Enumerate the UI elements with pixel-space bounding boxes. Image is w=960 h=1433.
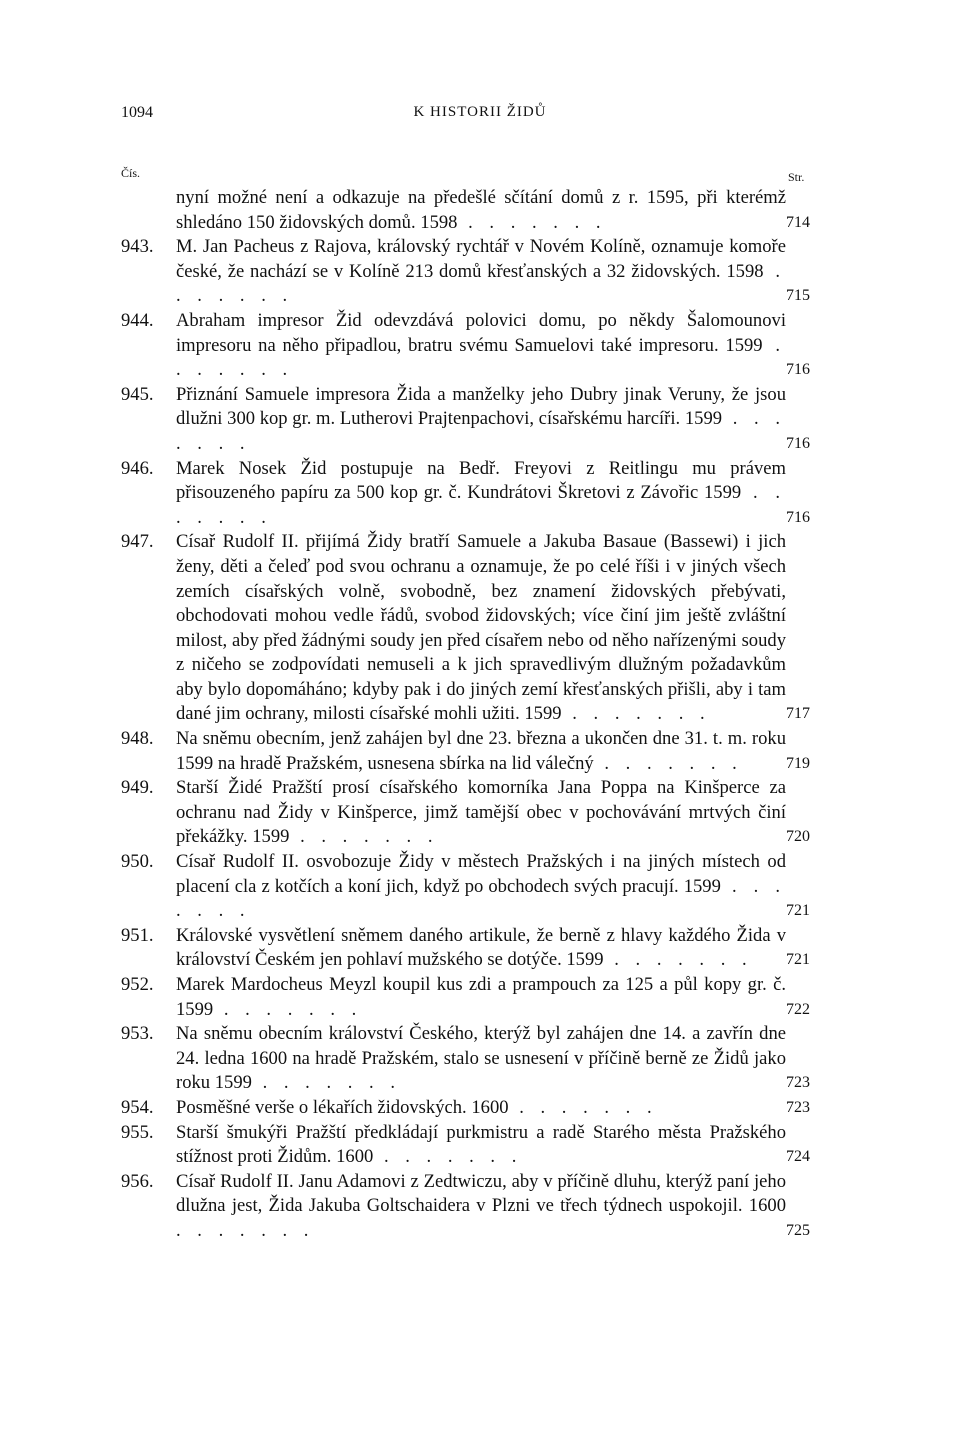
toc-entry — [121, 309, 810, 383]
entry-text: Císař Rudolf II. přijímá Židy bratří Samuele a Jakuba Basaue (Bassewi) i jich ženy, děti a čeleď pod svou ochranu a oznamuje, že po celé říši i v jiných všech zemích císařských volně, svobodně, bez znamení židovských přebývati, obchodovati mohou vedle řádů, svobod židovských; více činí jim ještě zvláštní milost, aby před žádnými soudy jen před císařem nebo od něho nařízenými soudy z ničeho se zodpovídati nemuseli a k jich spravedlivým dlužným požadavkům aby bylo dopomáháno; kdyby pak i do jiných zemí křesťanských přišli, aby i tam dané jim ochrany, milosti císařské mohli užiti. 1599 — [176, 531, 786, 725]
entry-text-block — [176, 457, 786, 531]
toc-entry — [121, 850, 810, 924]
entry-text: Starší šmukýři Pražští předkládají purkmistru a radě Starého města Pražského stížnost proti Židům. 1600 — [176, 1121, 786, 1168]
entry-page-number: 723 — [786, 1074, 810, 1092]
running-title: K HISTORII ŽIDŮ — [413, 104, 547, 120]
toc-entry — [121, 1022, 810, 1096]
entry-text-block — [176, 530, 786, 727]
toc-entry — [121, 235, 810, 309]
entry-number: 950. — [121, 851, 154, 873]
leader-dots: . . . . . . . — [176, 260, 787, 307]
entry-page-number: 714 — [786, 213, 810, 231]
entry-number: 946. — [121, 457, 154, 479]
entry-page-number: 722 — [786, 1000, 810, 1018]
entry-text: Císař Rudolf II. Janu Adamovi z Zedtwiczu, aby v příčině dluhu, kterýž paní jeho dlužna jest, Žida Jakuba Goltschaidera v Plzni ve třech týdnech uspokojil. 1600 — [176, 1170, 786, 1217]
toc-entry — [121, 457, 810, 531]
entry-text-block — [176, 776, 786, 850]
entry-page-number: 717 — [786, 705, 810, 723]
entry-text-block — [176, 309, 786, 383]
entry-text-block — [176, 383, 786, 457]
entry-page-number: 721 — [786, 902, 810, 920]
toc-entry — [121, 973, 810, 1022]
entry-page-number: 716 — [786, 508, 810, 526]
entry-page-number: 724 — [786, 1148, 810, 1166]
entry-page-number: 716 — [786, 434, 810, 452]
entry-number: 956. — [121, 1170, 154, 1192]
entry-number: 948. — [121, 728, 154, 750]
toc-entry — [121, 1170, 810, 1244]
leader-dots: . . . . . . . — [508, 1096, 658, 1118]
leader-dots: . . . . . . . — [373, 1146, 523, 1168]
entry-text: nyní možné není a odkazuje na předešlé sčítání domů z r. 1595, při kterémž shledáno 150 židovských domů. 1598 — [176, 187, 786, 233]
toc-entry — [121, 1121, 810, 1170]
leader-dots: . . . . . . . — [593, 752, 743, 774]
entry-number: 947. — [121, 531, 154, 553]
entry-page-number: 725 — [786, 1221, 810, 1239]
entry-number: 953. — [121, 1023, 154, 1045]
entry-text: Starší Židé Pražští prosí císařského komorníka Jana Poppa na Kinšperce za ochranu nad Židy v Kinšperce, jimž tamější obec v pochovávání mrtvých činí překážky. 1599 — [176, 777, 786, 848]
entry-text: Na sněmu obecním království Českého, kterýž byl zahájen dne 14. a zavřín dne 24. ledna 1600 na hradě Pražském, stalo se usnesení v příčině berně ze Židů jako roku 1599 — [176, 1023, 786, 1094]
entry-text-block — [176, 1121, 786, 1170]
entry-number: 949. — [121, 777, 154, 799]
leader-dots: . . . . . . . — [176, 482, 786, 528]
entry-text-block — [176, 186, 786, 235]
leader-dots: . . . . . . . — [603, 949, 753, 971]
entry-number: 943. — [121, 236, 154, 258]
table-of-contents — [121, 186, 810, 1244]
entry-number: 951. — [121, 924, 154, 946]
toc-entry — [121, 383, 810, 457]
entry-page-number: 715 — [786, 287, 810, 305]
leader-dots: . . . . . . . — [457, 211, 607, 233]
entry-text-block — [176, 235, 786, 309]
entry-page-number: 723 — [786, 1098, 810, 1116]
entry-text: Marek Nosek Žid postupuje na Bedř. Freyovi z Reitlingu mu právem přisouzeného papíru za 500 kop gr. č. Kundrátovi Škretovi z Závořic 1599 — [176, 457, 786, 504]
leader-dots: . . . . . . . — [561, 703, 711, 725]
entry-text-block — [176, 850, 786, 924]
entry-text-block — [176, 1022, 786, 1096]
entry-text: Abraham impresor Žid odevzdává polovici domu, po někdy Šalomounovi impresoru na něho připadlou, bratru svému Samuelovi také impresoru. 1599 — [176, 309, 786, 356]
entry-page-number: 719 — [786, 754, 810, 772]
toc-entry — [121, 727, 810, 776]
leader-dots: . . . . . . . — [176, 1219, 315, 1241]
toc-entry — [121, 776, 810, 850]
entry-text-block — [176, 1170, 786, 1244]
entry-number: 945. — [121, 383, 154, 405]
entry-page-number: 720 — [786, 828, 810, 846]
column-header-page: Str. — [788, 170, 805, 184]
toc-entry — [121, 1096, 810, 1121]
entry-page-number: 716 — [786, 361, 810, 379]
column-header-number: Čís. — [121, 166, 141, 180]
toc-entry — [121, 530, 810, 727]
leader-dots: . . . . . . . — [176, 334, 787, 381]
entry-text: Císař Rudolf II. osvobozuje Židy v městech Pražských i na jiných místech od placení cla z kotčích a koní jich, když po obchodech svých pracují. 1599 — [176, 851, 786, 897]
entry-number: 944. — [121, 309, 154, 331]
page-number: 1094 — [121, 104, 153, 121]
leader-dots: . . . . . . . — [213, 998, 363, 1020]
entry-text: Marek Mardocheus Meyzl koupil kus zdi a prampouch za 125 a půl kopy gr. č. 1599 — [176, 974, 786, 1020]
leader-dots: . . . . . . . — [176, 408, 787, 454]
toc-entry — [121, 924, 810, 973]
entry-text-block — [176, 973, 786, 1022]
entry-number: 954. — [121, 1096, 154, 1118]
entry-number: 955. — [121, 1121, 154, 1143]
entry-text-block — [176, 924, 786, 973]
entry-text: Královské vysvětlení sněmem daného artikule, že berně z hlavy každého Žida v království Českém jen pohlaví mužského se dotýče. 1599 — [176, 924, 786, 971]
leader-dots: . . . . . . . — [176, 875, 787, 922]
leader-dots: . . . . . . . — [251, 1072, 401, 1094]
entry-text-block — [176, 727, 786, 776]
entry-text: Přiznání Samuele impresora Žida a manželky jeho Dubry jinak Veruny, že jsou dlužni 300 kop gr. m. Lutherovi Prajtenpachovi, císařskému harcíři. 1599 — [176, 383, 786, 430]
entry-text: M. Jan Pacheus z Rajova, královský rychtář v Novém Kolíně, oznamuje komoře české, že nachází se v Kolíně 213 domů křesťanských a 32 židovských. 1598 — [176, 236, 786, 282]
entry-number: 952. — [121, 974, 154, 995]
leader-dots: . . . . . . . — [289, 826, 439, 848]
entry-text-block — [176, 1096, 786, 1121]
toc-entry — [121, 186, 810, 235]
entry-text: Posměšné verše o lékařích židovských. 1600 — [176, 1096, 509, 1118]
entry-page-number: 721 — [786, 951, 810, 969]
entry-text: Na sněmu obecním, jenž zahájen byl dne 23. března a ukončen dne 31. t. m. roku 1599 na hradě Pražském, usnesena sbírka na lid válečný — [176, 728, 786, 774]
